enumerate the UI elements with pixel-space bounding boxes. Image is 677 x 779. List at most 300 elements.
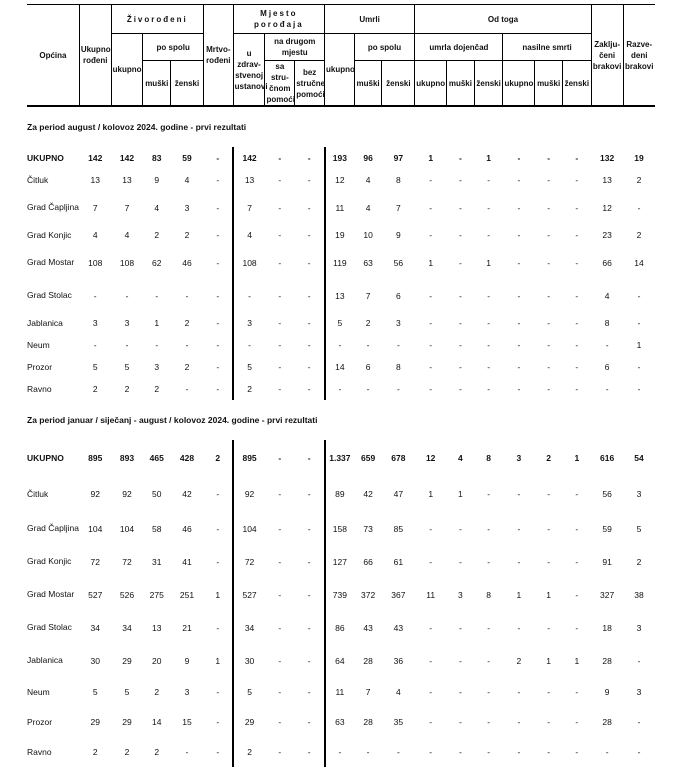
table-cell: - [547,202,551,213]
table-cell: 678 [391,453,406,463]
col-nas-muski: muški [535,61,563,107]
table-cell: - [459,556,462,567]
municipality-name: Čitluk [27,488,49,499]
table-cell: 97 [393,153,404,163]
table-cell: - [487,202,491,213]
table-cell: 11 [426,589,436,600]
col-ukupno-rodeni: Ukupno rođeni [79,5,111,107]
col-umrli-zenski: ženski [382,61,415,107]
table-cell: - [295,707,325,737]
table-cell: - [429,747,433,757]
table-cell: 6 [604,362,610,372]
table-cell: 2 [203,440,233,476]
table-cell: 5 [247,362,252,372]
table-cell: - [547,257,551,268]
col-u-zdravstvenoj: u zdrav-stvenoj ustanovi [233,34,265,107]
col-od-toga: Od toga [415,5,591,34]
table-cell: 4 [154,202,160,213]
table-cell: 739 [332,589,347,600]
table-cell: - [366,384,370,394]
table-cell: - [366,747,370,757]
col-doj-ukupno: ukupno [415,61,447,107]
table-cell: 5 [124,687,130,697]
table-cell: - [295,476,325,512]
table-cell: 28 [363,717,373,727]
table-row [27,476,655,512]
table-cell: - [459,202,462,213]
table-cell: - [517,257,521,268]
table-cell: 72 [90,556,100,567]
table-cell: - [459,655,462,666]
table-cell: 43 [393,622,404,633]
table-cell: 36 [393,655,404,666]
table-cell: 85 [393,523,404,534]
table-cell: 2 [124,747,130,757]
col-zivorodeni: Živorođeni [111,5,203,34]
table-cell: 72 [122,556,132,567]
table-cell: - [547,318,551,328]
table-cell: 2 [247,384,252,394]
table-cell: 1 [458,489,463,499]
table-cell: - [203,191,233,224]
table-cell: - [429,202,433,213]
table-cell: 1.337 [329,453,351,463]
table-cell: 1 [574,453,580,463]
table-cell: - [575,153,579,163]
table-cell: 1 [203,644,233,677]
table-cell: - [459,318,462,328]
table-cell: - [278,202,282,213]
table-cell: - [278,290,282,301]
table-cell: - [295,224,325,246]
table-cell: - [429,230,433,240]
table-cell: - [278,318,282,328]
table-cell: - [278,453,282,463]
table-cell: - [487,655,491,666]
table-cell: - [637,362,641,372]
table-cell: - [459,153,462,163]
table-cell: - [517,290,521,301]
table-cell: - [295,334,325,356]
table-cell: 526 [119,589,135,600]
col-opcina: Općina [27,5,79,107]
table-cell: 3 [154,362,160,372]
table-cell: - [575,489,579,499]
table-cell: 8 [486,589,491,600]
table-cell: 893 [119,453,135,463]
municipality-name: Grad Čapljina [27,523,79,533]
table-cell: 3 [124,318,130,328]
table-cell: - [517,622,521,633]
table-cell: 13 [335,290,345,301]
table-cell: 2 [546,453,551,463]
table-cell: 86 [335,622,345,633]
col-ziv-zenski: ženski [171,61,204,107]
table-cell: - [547,362,551,372]
table-cell: - [547,175,551,185]
table-cell: 4 [458,453,463,463]
table-cell: 41 [182,556,192,567]
table-cell: 108 [88,257,103,268]
table-cell: - [203,611,233,644]
table-cell: - [487,340,491,350]
table-cell: - [203,476,233,512]
municipality-name: UKUPNO [27,152,64,163]
col-mrtvorodeni: Mrtvo-rođeni [203,5,233,107]
table-cell: - [295,312,325,334]
table-cell: - [429,384,433,394]
table-cell: - [575,622,579,633]
table-cell: 92 [90,489,100,499]
table-cell: 4 [184,175,190,185]
table-cell: - [248,290,251,301]
table-cell: 5 [124,362,130,372]
table-cell: 83 [152,153,162,163]
table-cell: - [93,290,97,301]
table-cell: 30 [244,655,255,666]
table-cell: 1 [636,340,642,350]
table-cell: 20 [152,655,162,666]
table-cell: 142 [119,153,135,163]
table-cell: 1 [428,153,434,163]
table-cell: 46 [182,257,192,268]
table-cell: 372 [361,589,376,600]
table-cell: 5 [92,687,98,697]
table-cell: 43 [363,622,373,633]
table-cell: 14 [152,717,162,727]
table-cell: 19 [335,230,345,240]
table-cell: - [459,230,462,240]
table-cell: - [278,655,282,666]
col-sa-strucnom: sa stru-čnom pomoći [266,62,295,104]
table-cell: 30 [90,655,100,666]
table-cell: - [605,384,609,394]
table-row [27,737,655,767]
table-cell: 2 [184,318,190,328]
table-cell: - [429,622,433,633]
table-cell: 7 [247,202,252,213]
table-cell: - [459,747,462,757]
table-cell: - [575,230,579,240]
table-cell: 34 [90,622,100,633]
table-cell: 13 [90,175,100,185]
table-cell: - [605,747,609,757]
table-cell: 64 [335,655,345,666]
table-cell: 5 [636,523,642,534]
vital-statistics-table [27,4,655,767]
table-row [27,191,655,224]
table-cell: 14 [634,257,644,268]
table-cell: - [396,747,400,757]
table-cell: 21 [182,622,192,633]
table-cell: - [185,290,189,301]
table-cell: - [487,489,491,499]
table-cell: - [517,362,521,372]
table-cell: 4 [247,230,252,240]
table-cell: 59 [182,153,192,163]
table-cell: - [487,747,491,757]
col-umrli-ukupno: ukupno [325,34,355,107]
municipality-name: Ravno [27,383,52,394]
table-cell: - [295,356,325,378]
table-cell: 2 [365,318,371,328]
table-cell: - [517,523,521,534]
table-cell: - [278,362,282,372]
table-cell: 275 [149,589,164,600]
table-cell: - [429,655,433,666]
table-cell: - [155,340,159,350]
table-cell: - [487,318,491,328]
table-cell: 3 [636,622,642,633]
table-cell: - [278,556,282,567]
table-cell: 42 [182,489,192,499]
table-cell: 3 [184,202,190,213]
table-cell: 92 [244,489,255,499]
table-cell: 89 [335,489,345,499]
table-cell: - [429,290,433,301]
table-cell: - [278,589,282,600]
table-cell: 35 [393,717,404,727]
col-mjesto-porodaja: Mjesto porođaja [233,5,324,34]
table-cell: 2 [636,556,642,567]
table-cell: - [278,257,282,268]
municipality-name: Čitluk [27,174,49,185]
table-cell: 1 [428,257,434,268]
table-cell: - [295,512,325,545]
table-cell: 56 [393,257,404,268]
table-cell: 327 [600,589,615,600]
table-cell: 1 [154,318,160,328]
table-cell: 5 [92,362,98,372]
table-cell: - [517,202,521,213]
table-cell: 3 [458,589,463,600]
table-cell: 59 [602,523,612,534]
table-cell: 47 [393,489,404,499]
table-cell: - [248,340,251,350]
col-zakljuceni-brakovi: Zaklju-čeni brakovi [591,5,623,107]
table-cell: - [487,384,491,394]
period-title: Za period august / kolovoz 2024. godine - prvi rezultati [27,122,247,132]
table-cell: - [295,191,325,224]
table-cell: 34 [244,622,255,633]
table-cell: - [487,622,491,633]
table-cell: - [459,175,462,185]
table-cell: 63 [363,257,373,268]
table-cell: 2 [636,230,642,240]
table-cell: 8 [395,175,401,185]
table-cell: - [278,622,282,633]
col-doj-muski: muški [447,61,475,107]
table-cell: - [575,175,579,185]
table-cell: - [547,556,551,567]
table-cell: 28 [602,717,612,727]
table-cell: 527 [242,589,257,600]
table-cell: 4 [365,202,371,213]
table-cell: 46 [182,523,192,534]
table-cell: 2 [154,384,160,394]
table-cell: - [429,556,433,567]
table-cell: - [547,747,551,757]
table-cell: - [203,334,233,356]
municipality-name: UKUPNO [27,452,64,463]
table-cell: 1 [546,589,551,600]
table-cell: 19 [634,153,644,163]
table-row [27,356,655,378]
table-cell: 8 [604,318,610,328]
table-cell: 4 [365,175,371,185]
table-cell: 367 [391,589,406,600]
table-cell: 1 [486,153,491,163]
table-cell: 9 [184,655,190,666]
table-cell: - [203,147,233,169]
municipality-name: Prozor [27,361,53,372]
table-cell: 2 [124,384,130,394]
table-cell: - [278,175,282,185]
table-cell: 7 [365,290,371,301]
table-cell: - [429,362,433,372]
table-cell: - [203,246,233,279]
table-cell: - [278,747,282,757]
table-cell: 54 [634,453,644,463]
table-cell: 73 [363,523,373,534]
table-cell: - [185,340,189,350]
table-cell: 31 [152,556,162,567]
table-cell: 2 [184,362,190,372]
table-cell: - [429,340,433,350]
table-cell: 5 [247,687,252,697]
table-cell: - [487,230,491,240]
table-cell: - [575,290,579,301]
table-cell: - [125,290,129,301]
table-cell: 2 [92,747,98,757]
col-ziv-muski: muški [143,61,171,107]
table-cell: - [637,717,641,727]
municipality-name: Grad Stolac [27,622,72,632]
table-cell: - [487,687,491,697]
municipality-name: Grad Konjic [27,556,72,566]
table-cell: - [278,340,282,350]
table-cell: - [459,622,462,633]
table-cell: 12 [602,202,612,213]
table-cell: - [203,737,233,767]
table-cell: - [203,224,233,246]
table-cell: - [459,384,462,394]
period-title: Za period januar / siječanj - august / kolovoz 2024. godine - prvi rezultati [27,415,318,425]
col-ziv-po-spolu: po spolu [143,34,204,61]
table-cell: - [203,512,233,545]
table-cell: - [459,717,462,727]
table-cell: 38 [634,589,644,600]
table-cell: 56 [602,489,612,499]
table-cell: - [429,175,433,185]
table-cell: 193 [332,153,347,163]
period-row [27,400,655,440]
table-cell: - [459,257,462,268]
table-cell: - [517,175,521,185]
table-cell: - [547,384,551,394]
municipality-name: Jablanica [27,655,63,665]
table-cell: 3 [247,318,252,328]
table-cell: 9 [604,687,610,697]
table-cell: - [278,230,282,240]
table-row [27,578,655,611]
table-cell: - [396,340,400,350]
table-cell: 2 [184,230,190,240]
col-na-drugom-mjestu: na drugom mjestu [265,34,325,61]
table-cell: - [278,153,282,163]
table-cell: 13 [602,175,612,185]
table-cell: - [517,556,521,567]
table-row [27,169,655,191]
table-cell: 2 [516,655,522,666]
table-cell: - [203,378,233,400]
table-cell: 251 [179,589,195,600]
table-cell: 10 [363,230,373,240]
table-row [27,512,655,545]
table-cell: 9 [395,230,401,240]
table-cell: - [547,687,551,697]
table-cell: 29 [90,717,100,727]
table-cell: - [93,340,97,350]
table-cell: 142 [88,153,103,163]
municipality-name: Grad Mostar [27,257,75,267]
municipality-name: Jablanica [27,317,63,328]
table-cell: - [278,523,282,534]
table-cell: 42 [363,489,373,499]
table-cell: 2 [247,747,252,757]
table-cell: - [547,340,551,350]
table-cell: 142 [242,153,257,163]
table-cell: - [487,175,491,185]
table-cell: 104 [88,523,103,534]
table-cell: 15 [182,717,192,727]
table-row [27,312,655,334]
table-cell: 4 [395,687,401,697]
table-cell: 7 [124,202,130,213]
table-cell: - [547,153,551,163]
table-cell: 11 [335,687,345,697]
table-cell: - [637,384,641,394]
table-cell: 29 [244,717,255,727]
table-cell: 29 [122,655,132,666]
table-cell: - [295,545,325,578]
table-cell: - [203,707,233,737]
table-cell: - [295,440,325,476]
table-cell: - [295,644,325,677]
col-razvedeni-brakovi: Razve-deni brakovi [623,5,655,107]
table-cell: - [547,717,551,727]
table-cell: - [547,622,551,633]
table-cell: - [366,340,370,350]
table-cell: 132 [600,153,615,163]
table-cell: - [295,147,325,169]
table-cell: - [605,340,609,350]
table-cell: - [575,717,579,727]
table-cell: 29 [122,717,132,727]
table-cell: 465 [149,453,164,463]
municipality-name: Prozor [27,716,53,727]
col-umrli-muski: muški [354,61,382,107]
table-cell: - [278,384,282,394]
table-cell: 895 [242,453,257,463]
table-cell: - [637,747,641,757]
table-cell: - [637,318,641,328]
table-cell: - [459,687,462,697]
table-cell: - [295,677,325,707]
table-cell: - [547,290,551,301]
table-cell: - [295,279,325,312]
table-cell: - [396,384,400,394]
